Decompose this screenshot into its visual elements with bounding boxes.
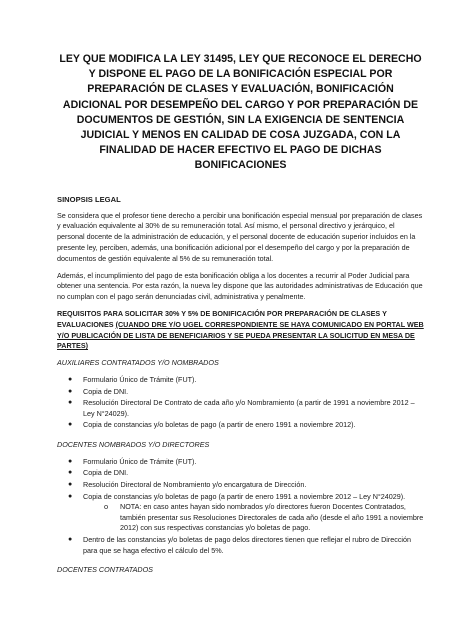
bullet-circle-icon: o: [104, 502, 109, 512]
auxiliares-heading: AUXILIARES CONTRATADOS Y/O NOMBRADOS: [57, 358, 219, 368]
list-item: ● Resolución Directoral De Contrato de cada año y/o Nombramiento (a partir de 1991 a noviembre 2012 – Ley N°24029).: [68, 398, 415, 418]
list-item: ● Copia de constancias y/o boletas de pago (a partir de enero 1991 a noviembre 2012 – Ley N°24029). o NOTA: en caso antes hayan sido nombrados y/o directores fueron Docentes Contratados, también presentar sus Resoluciones Directorales de cada año (desde el año 1991 a noviembre 2012) con sus respectivas constancias y/o boletas de pago.: [68, 491, 424, 533]
bullet-dot-icon: ●: [68, 492, 73, 500]
bullet-dot-icon: ●: [68, 399, 73, 407]
sinopsis-heading: SINOPSIS LEGAL: [57, 194, 121, 204]
bullet-dot-icon: ●: [68, 421, 73, 429]
bullet-dot-icon: ●: [68, 375, 73, 383]
bullet-dot-icon: ●: [68, 469, 73, 477]
requisitos-heading-underlined: (CUANDO DRE Y/O UGEL CORRESPONDIENTE SE HAYA COMUNICADO EN PORTAL WEB Y/O PUBLICACIÓN DE LISTA DE BENEFICIARIOS Y SE PUEDA PRESENTAR LA SOLICITUD EN MESA DE PARTES): [57, 319, 424, 351]
requisitos-heading: [57, 309, 424, 352]
bullet-dot-icon: ●: [68, 535, 73, 543]
list-item: ● Formulario Único de Trámite (FUT).: [68, 456, 197, 466]
bullet-dot-icon: ●: [68, 457, 73, 465]
list-item: ● Resolución Directoral de Nombramiento y/o encargatura de Dirección.: [68, 479, 307, 489]
docentes-nombrados-list: [57, 457, 424, 556]
list-item: ● Dentro de las constancias y/o boletas de pago delos directores tienen que reflejar el rubro de Dirección para que se haga efectivo el cálculo del 5%.: [68, 534, 412, 555]
docentes-nombrados-heading: DOCENTES NOMBRADOS Y/O DIRECTORES: [57, 439, 210, 449]
paragraph-2: Además, el incumplimiento del pago de esta bonificación obliga a los docentes a recurrir al Poder Judicial para obtener una sentencia. Por esta razón, la nueva ley dispone que las autoridades administrativas de Educación que no cumplan con el pago serán denunciadas civil, administrativa y penalmente.: [57, 270, 423, 302]
docentes-contratados-heading: DOCENTES CONTRATADOS: [57, 565, 153, 575]
requisitos-heading-text: REQUISITOS PARA SOLICITAR 30% Y 5% DE BONIFICACIÓN POR PREPARACIÓN DE CLASES Y EVALUACIONES: [57, 309, 387, 329]
list-item: ● Copia de DNI.: [68, 386, 129, 396]
auxiliares-list: [57, 375, 424, 431]
list-item: ● Copia de DNI.: [68, 468, 129, 478]
list-item: ● Formulario Único de Trámite (FUT).: [68, 374, 197, 384]
document-title: LEY QUE MODIFICA LA LEY 31495, LEY QUE RECONOCE EL DERECHO Y DISPONE EL PAGO DE LA BONIFICACIÓN ESPECIAL POR PREPARACIÓN DE CLASES Y EVALUACIÓN, BONIFICACIÓN ADICIONAL POR DESEMPEÑO DEL CARGO Y POR PREPARACIÓN DE DOCUMENTOS DE GESTIÓN, SIN LA EXIGENCIA DE SENTENCIA JUDICIAL Y MENOS EN CALIDAD DE COSA JUZGADA, CON LA FINALIDAD DE HACER EFECTIVO EL PAGO DE DICHAS BONIFICACIONES: [59, 53, 422, 172]
note-item: o NOTA: en caso antes hayan sido nombrados y/o directores fueron Docentes Contratados, también presentar sus Resoluciones Directorales de cada año (desde el año 1991 a noviembre 2012) con sus respectivas constancias y/o boletas de pago.: [104, 502, 424, 533]
bullet-dot-icon: ●: [68, 387, 73, 395]
list-item: ● Copia de constancias y/o boletas de pago (a partir de enero 1991 a noviembre 2012).: [68, 420, 356, 430]
paragraph-1: Se considera que el profesor tiene derecho a percibir una bonificación especial mensual por preparación de clases y evaluación equivalente al 30% de su remuneración total. Así mismo, el personal directivo y jerárquico, el personal docente de la administración de educación, y el personal docente de educación superior incluidos en la presente ley, perciben, además, una bonificación adicional por el desempeño del cargo y por la preparación de documentos de gestión equivalente al 5% de su remuneración total.: [57, 210, 423, 263]
note-sublist: [83, 502, 424, 534]
bullet-dot-icon: ●: [68, 480, 73, 488]
